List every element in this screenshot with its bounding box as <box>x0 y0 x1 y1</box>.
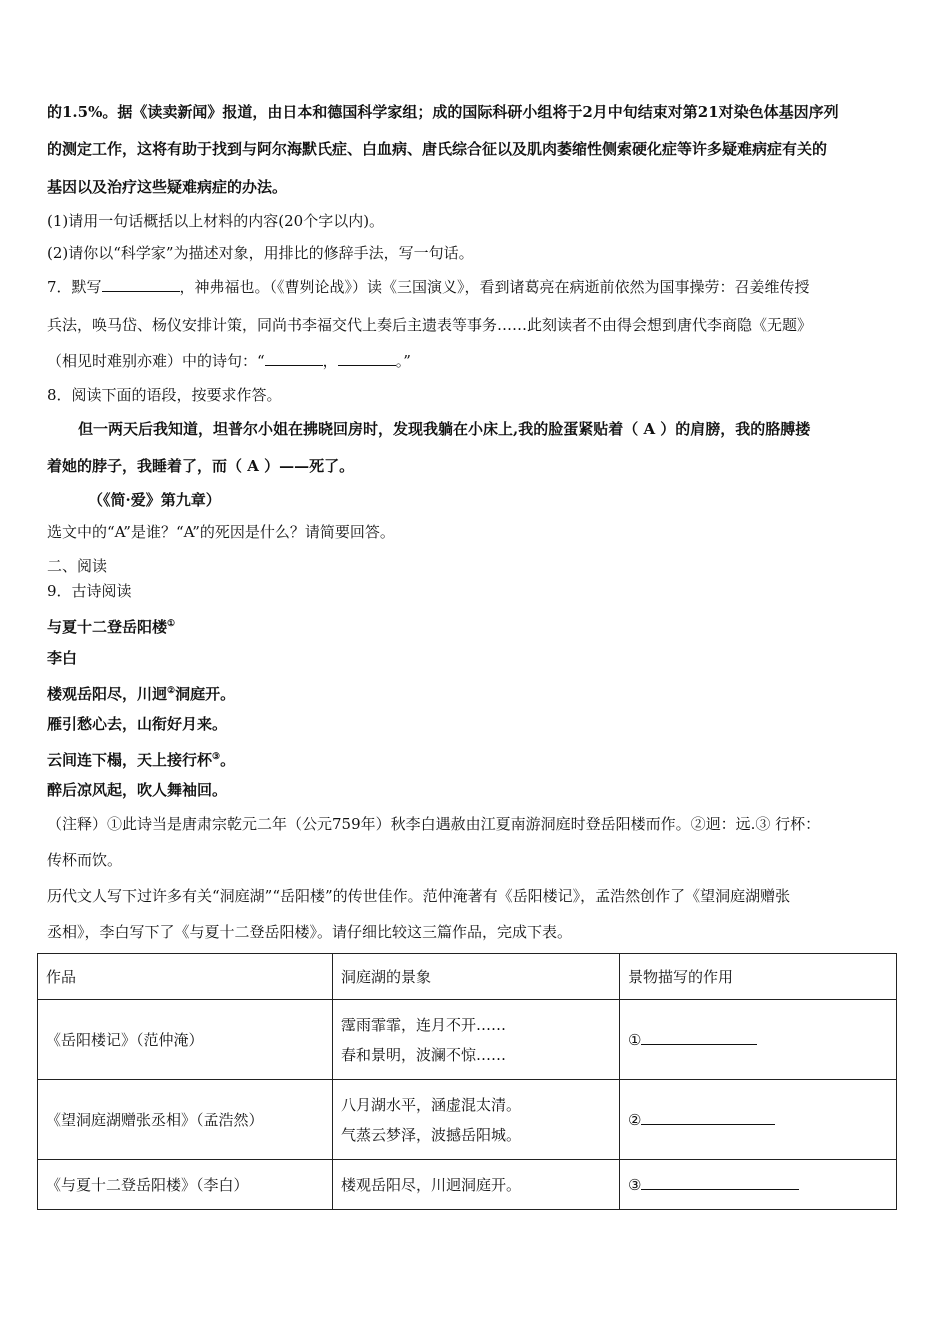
poem-title-text: 与夏十二登岳阳楼 <box>47 618 168 636</box>
table-row <box>38 1160 897 1210</box>
poem-note-3: ③ <box>212 752 221 762</box>
q8-passage-line-2: 着她的脖子，我睡着了，而（ A ）——死了。 <box>47 457 355 475</box>
poem-author: 李白 <box>47 649 78 667</box>
answer-blank-1[interactable] <box>102 277 180 292</box>
table-header-row <box>38 954 897 1000</box>
row1-scene <box>333 1000 620 1080</box>
question-6-1: (1)请用一句话概括以上材料的内容(20个字以内)。 <box>47 212 385 230</box>
poem-line-3a: 云间连下榻，天上接行杯 <box>47 751 213 769</box>
poem-line-1b: 洞庭开。 <box>175 685 236 703</box>
row3-effect <box>620 1160 897 1210</box>
row3-answer-blank[interactable] <box>641 1175 799 1190</box>
answer-blank-3[interactable] <box>338 351 396 366</box>
row2-num: ② <box>628 1111 642 1129</box>
header-scene: 洞庭湖的景象 <box>333 954 620 1000</box>
row3-scene: 楼观岳阳尽，川迥洞庭开。 <box>333 1160 620 1210</box>
q7-line3-prefix: （相见时难别亦难）中的诗句：“ <box>47 352 265 370</box>
question-9-title: 9．古诗阅读 <box>47 582 132 600</box>
passage-line-3: 基因以及治疗这些疑难病症的办法。 <box>47 178 288 196</box>
row2-scene <box>333 1080 620 1160</box>
intro-line-1: 历代文人写下过许多有关“洞庭湖”“岳阳楼”的传世佳作。范仲淹著有《岳阳楼记》，孟浩然创作了《望洞庭湖赠张 <box>47 887 791 905</box>
intro-line-2: 丞相》，李白写下了《与夏十二登岳阳楼》。请仔细比较这三篇作品，完成下表。 <box>47 923 573 941</box>
row1-num: ① <box>628 1031 642 1049</box>
q7-prefix: 7．默写 <box>47 278 102 296</box>
poem-line-2: 雁引愁心去，山衔好月来。 <box>47 715 228 733</box>
question-7-line-1 <box>47 277 810 297</box>
answer-blank-2[interactable] <box>265 351 323 366</box>
row2-scene-1: 八月湖水平，涵虚混太清。 <box>341 1095 522 1114</box>
poem-line-1 <box>47 681 235 704</box>
q7-comma: ， <box>322 352 338 370</box>
poem-line-3b: 。 <box>220 751 236 769</box>
q7-text: ，神弗福也。（《曹刿论战》）读《三国演义》，看到诸葛亮在病逝前依然为国事操劳：召姜维传授 <box>179 278 810 296</box>
section-title: 二、阅读 <box>47 557 108 575</box>
poem-title <box>47 614 175 637</box>
passage-line-2: 的测定工作，这将有助于找到与阿尔海默氏症、白血病、唐氏综合征以及肌肉萎缩性侧索硬化症等许多疑难病症有关的 <box>47 140 828 158</box>
row3-work: 《与夏十二登岳阳楼》（李白） <box>38 1160 333 1210</box>
header-effect: 景物描写的作用 <box>620 954 897 1000</box>
comparison-table <box>37 953 897 1210</box>
row1-answer-blank[interactable] <box>641 1030 757 1045</box>
q7-end: 。” <box>395 352 411 370</box>
row2-answer-blank[interactable] <box>641 1110 775 1125</box>
poem-line-4: 醉后凉风起，吹人舞袖回。 <box>47 781 228 799</box>
poem-line-1a: 楼观岳阳尽，川迥 <box>47 685 168 703</box>
table-row <box>38 1000 897 1080</box>
question-7-line-3 <box>47 351 411 371</box>
q8-question: 选文中的“A”是谁？“A”的死因是什么？请简要回答。 <box>47 523 395 541</box>
header-work: 作品 <box>38 954 333 1000</box>
notes-line-1: （注释）①此诗当是唐肃宗乾元二年（公元759年）秋李白遇赦由江夏南游洞庭时登岳阳楼而作。②迥：远.③ 行杯： <box>47 815 821 833</box>
poem-title-note: ① <box>167 619 176 629</box>
row1-scene-2: 春和景明，波澜不惊…… <box>341 1045 507 1064</box>
row1-work: 《岳阳楼记》（范仲淹） <box>38 1000 333 1080</box>
question-6-2: (2)请你以“科学家”为描述对象，用排比的修辞手法，写一句话。 <box>47 244 474 262</box>
question-8-title: 8．阅读下面的语段，按要求作答。 <box>47 386 282 404</box>
poem-line-3 <box>47 747 235 770</box>
table-row <box>38 1080 897 1160</box>
row3-num: ③ <box>628 1176 642 1194</box>
question-7-line-2: 兵法，唤马岱、杨仪安排计策，同尚书李福交代上奏后主遗表等事务……此刻读者不由得会想到唐代李商隐《无题》 <box>47 316 813 334</box>
passage-line-1: 的1.5%。据《读卖新闻》报道，由日本和德国科学家组；成的国际科研小组将于2月中旬结束对第21对染色体基因序列 <box>47 103 839 121</box>
row1-scene-1: 霪雨霏霏，连月不开…… <box>341 1015 507 1034</box>
row2-effect <box>620 1080 897 1160</box>
notes-line-2: 传杯而饮。 <box>47 851 123 869</box>
poem-note-2: ② <box>167 686 176 696</box>
row1-effect <box>620 1000 897 1080</box>
row2-scene-2: 气蒸云梦泽，波撼岳阳城。 <box>341 1125 522 1144</box>
q8-source: （《简·爱》第九章） <box>88 491 221 509</box>
q8-passage-line-1: 但一两天后我知道，坦普尔小姐在拂晓回房时，发现我躺在小床上,我的脸蛋紧贴着（ A ）的肩膀，我的胳膊搂 <box>78 420 811 438</box>
row2-work: 《望洞庭湖赠张丞相》（孟浩然） <box>38 1080 333 1160</box>
